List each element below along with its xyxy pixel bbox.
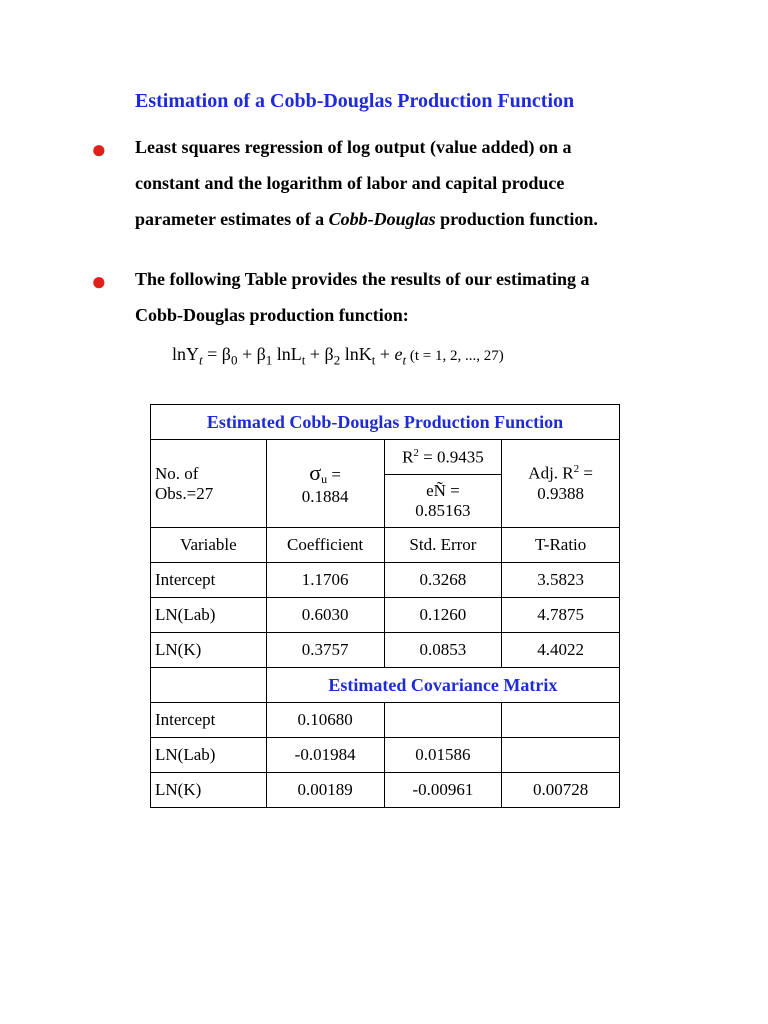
cov-cell	[384, 703, 502, 738]
page-title: Estimation of a Cobb-Douglas Production Function	[135, 90, 575, 112]
cov-empty-cell	[151, 668, 267, 703]
cov-row	[151, 703, 620, 738]
table-row	[151, 563, 620, 598]
row-se: 0.0853	[384, 633, 502, 668]
bullet-2-text	[135, 261, 695, 333]
cov-variable: Intercept	[151, 703, 267, 738]
bullet-1: ●	[91, 135, 107, 164]
cov-variable: LN(Lab)	[151, 738, 267, 773]
col-std-error: Std. Error	[384, 528, 502, 563]
bullet-2-line-1: The following Table provides the results of our estimating a	[135, 269, 590, 289]
cov-row	[151, 738, 620, 773]
table-row	[151, 598, 620, 633]
row-t: 4.7875	[502, 598, 620, 633]
col-t-ratio: T-Ratio	[502, 528, 620, 563]
cov-cell: 0.10680	[266, 703, 384, 738]
regression-equation: $\ln Y_t = \beta_0 + \beta_1$ $\ln L_t + \beta_2$ $\ln K_t + e_t$ (t = 1, 2, ..., 27)	[172, 344, 504, 368]
bullet-1-line-2: constant and the logarithm of labor and capital produce	[135, 173, 565, 193]
r-squared: $R^2 = 0.9435$	[384, 440, 502, 475]
bullet-2-line-2: Cobb-Douglas production function:	[135, 305, 409, 325]
row-variable: LN(K)	[151, 633, 267, 668]
cov-cell	[502, 738, 620, 773]
obs-count: No. of Obs.=27	[151, 440, 267, 528]
row-variable: Intercept	[151, 563, 267, 598]
row-coef: 1.1706	[266, 563, 384, 598]
bullet-2: ●	[91, 267, 107, 296]
cov-cell: 0.01586	[384, 738, 502, 773]
en-stat: eÑ = 0.85163	[384, 475, 502, 528]
bullet-1-text	[135, 129, 695, 237]
row-t: 3.5823	[502, 563, 620, 598]
row-coef: 0.6030	[266, 598, 384, 633]
covariance-heading: Estimated Covariance Matrix	[266, 668, 619, 703]
sigma-u: σu = 0.1884	[266, 440, 384, 528]
row-se: 0.3268	[384, 563, 502, 598]
cov-cell	[502, 703, 620, 738]
cov-cell: 0.00728	[502, 773, 620, 808]
cov-row	[151, 773, 620, 808]
table-header-row	[151, 528, 620, 563]
row-t: 4.4022	[502, 633, 620, 668]
row-se: 0.1260	[384, 598, 502, 633]
bullet-1-line-1: Least squares regression of log output (value added) on a	[135, 137, 572, 157]
col-variable: Variable	[151, 528, 267, 563]
table-row	[151, 633, 620, 668]
table-heading: Estimated Cobb-Douglas Production Function	[151, 405, 620, 440]
cov-variable: LN(K)	[151, 773, 267, 808]
row-variable: LN(Lab)	[151, 598, 267, 633]
bullet-1-line-3: parameter estimates of a Cobb-Douglas production function.	[135, 209, 598, 229]
results-table	[150, 404, 620, 808]
col-coefficient: Coefficient	[266, 528, 384, 563]
cov-cell: -0.01984	[266, 738, 384, 773]
cov-cell: -0.00961	[384, 773, 502, 808]
cov-cell: 0.00189	[266, 773, 384, 808]
row-coef: 0.3757	[266, 633, 384, 668]
adj-r-squared: Adj. $R^2$ = 0.9388	[502, 440, 620, 528]
